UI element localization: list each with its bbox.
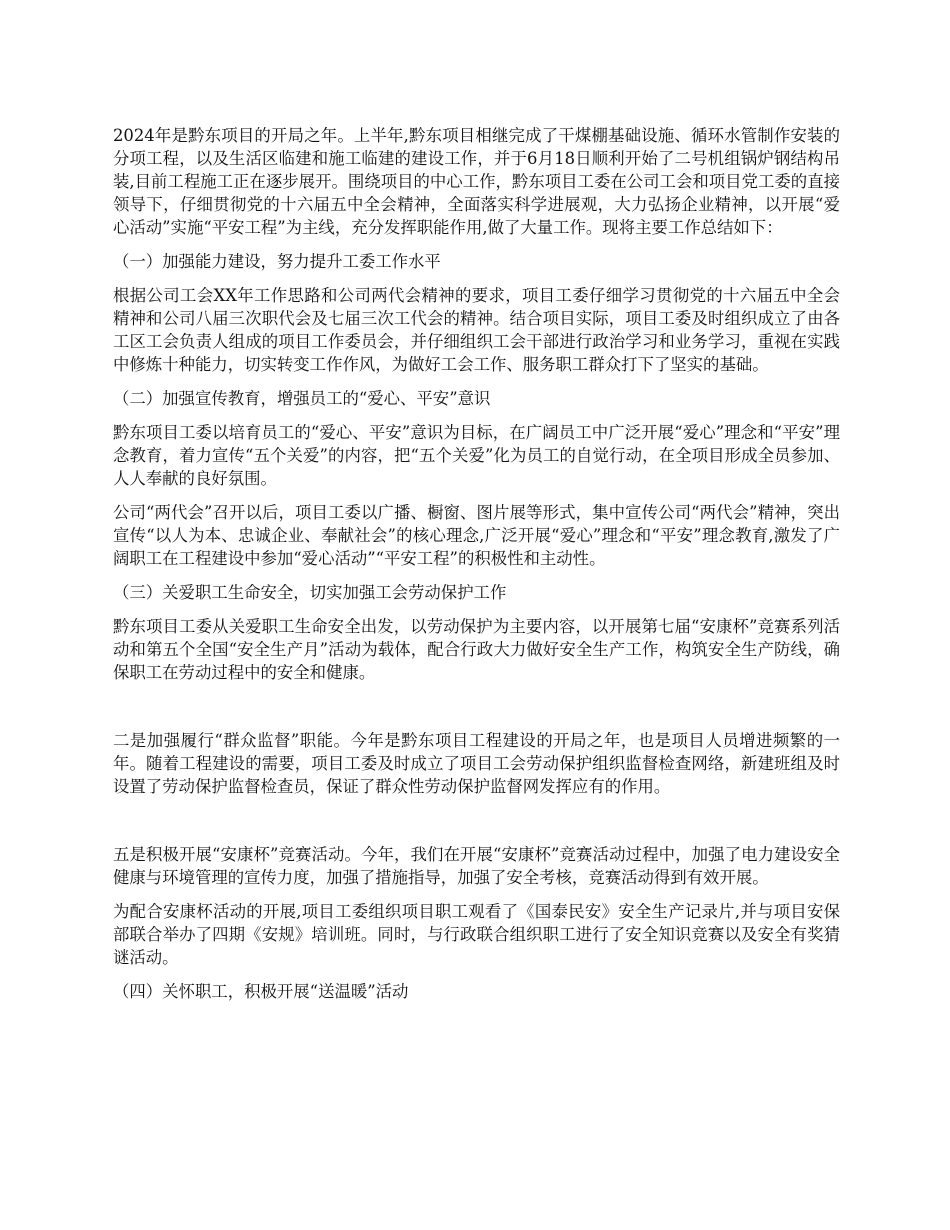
section-heading-4: （四）关怀职工，积极开展“送温暖”活动 xyxy=(113,982,409,1001)
section-3-paragraph-3: 五是积极开展“安康杯”竞赛活动。今年，我们在开展“安康杯”竞赛活动过程中，加强了电力建设安全健康与环境管理的宣传力度，加强了措施指导，加强了安全考核，竞赛活动得到有效开展。 xyxy=(113,845,840,887)
section-heading-1: （一）加强能力建设，努力提升工委工作水平 xyxy=(113,252,441,271)
section-2-paragraph-1: 黔东项目工委以培育员工的“爱心、平安”意识为目标，在广阔员工中广泛开展“爱心”理念和“平安”理念教育，着力宣传“五个关爱”的内容，把“五个关爱”化为员工的自觉行动，在全项目形成全员参加、人人奉献的良好氛围。 xyxy=(113,423,840,488)
intro-paragraph: 2024年是黔东项目的开局之年。上半年,黔东项目相继完成了干煤棚基础设施、循环水管制作安装的分项工程，以及生活区临建和施工临建的建设工作，并于6月18日顺利开始了二号机组锅炉钢结构吊装,目前工程施工正在逐步展开。围绕项目的中心工作，黔东项目工委在公司工会和项目党工委的直接领导下，仔细贯彻党的十六届五中全会精神，全面落实科学进展观，大力弘扬企业精神，以开展“爱心活动”实施“平安工程”为主线，充分发挥职能作用,做了大量工作。现将主要工作总结如下： xyxy=(113,126,840,237)
document-body xyxy=(113,124,840,1014)
paragraph-gap xyxy=(113,809,840,843)
section-1-paragraph: 根据公司工会XX年工作思路和公司两代会精神的要求，项目工委仔细学习贯彻党的十六届五中全会精神和公司八届三次职代会及七届三次工代会的精神。结合项目实际，项目工委及时组织成立了由各工区工会负责人组成的项目工作委员会，并仔细组织工会干部进行政治学习和业务学习，重视在实践中修炼十种能力，切实转变工作作风，为做好工会工作、服务职工群众打下了坚实的基础。 xyxy=(113,286,840,374)
section-3-paragraph-1: 黔东项目工委从关爱职工生命安全出发，以劳动保护为主要内容，以开展第七届“安康杯”竞赛系列活动和第五个全国“安全生产月”活动为载体，配合行政大力做好安全生产工作，构筑安全生产防线，确保职工在劳动过程中的安全和健康。 xyxy=(113,617,840,682)
section-heading-2: （二）加强宣传教育，增强员工的“爱心、平安”意识 xyxy=(113,389,491,408)
section-heading-3: （三）关爱职工生命安全，切实加强工会劳动保护工作 xyxy=(113,583,507,602)
section-3-paragraph-4: 为配合安康杯活动的开展,项目工委组织项目职工观看了《国泰民安》安全生产记录片,并与项目安保部联合举办了四期《安规》培训班。同时，与行政联合组织职工进行了安全知识竞赛以及安全有奖猜谜活动。 xyxy=(113,902,840,967)
paragraph-gap xyxy=(113,695,840,729)
section-3-paragraph-2: 二是加强履行“群众监督”职能。今年是黔东项目工程建设的开局之年，也是项目人员增进频繁的一年。随着工程建设的需要，项目工委及时成立了项目工会劳动保护组织监督检查网络，新建班组及时设置了劳动保护监督检查员，保证了群众性劳动保护监督网发挥应有的作用。 xyxy=(113,731,840,796)
section-2-paragraph-2: 公司“两代会”召开以后，项目工委以广播、橱窗、图片展等形式，集中宣传公司“两代会”精神，突出宣传“以人为本、忠诚企业、奉献社会”的核心理念,广泛开展“爱心”理念和“平安”理念教育,激发了广阔职工在工程建设中参加“爱心活动”“平安工程”的积极性和主动性。 xyxy=(113,503,840,568)
